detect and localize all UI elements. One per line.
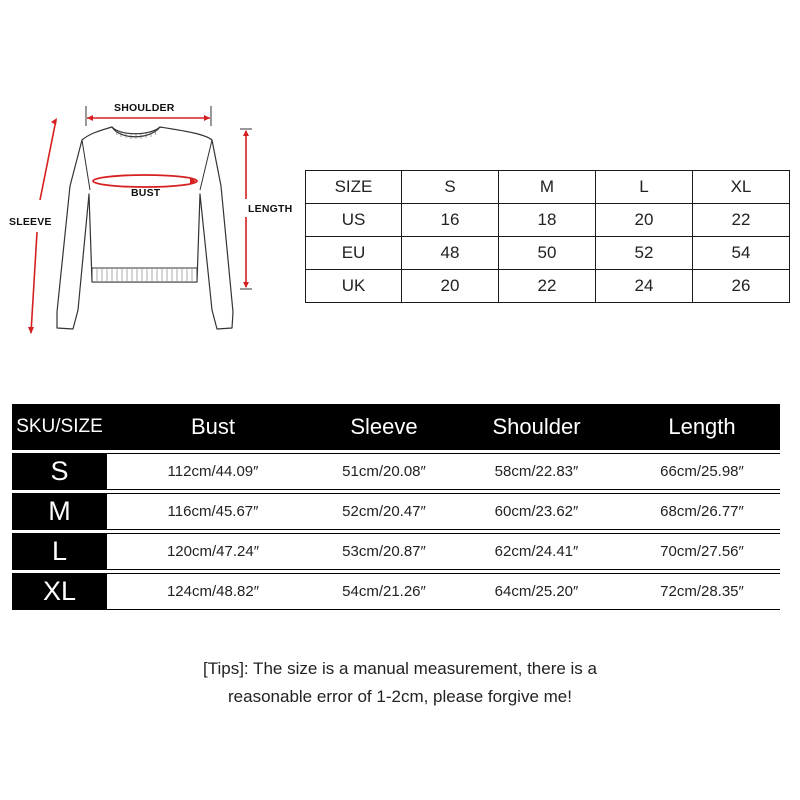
tips-line-1: [Tips]: The size is a manual measurement, there is a bbox=[202, 659, 597, 678]
conversion-cell: 20 bbox=[596, 204, 693, 237]
sleeve-value: 54cm/21.26″ bbox=[342, 583, 426, 600]
conversion-cell: 50 bbox=[499, 237, 596, 270]
header-length: Length bbox=[668, 414, 736, 439]
size-label: XL bbox=[12, 573, 107, 610]
sleeve-value: 52cm/20.47″ bbox=[342, 503, 426, 520]
conversion-cell: 24 bbox=[596, 270, 693, 303]
conversion-header-cell: S bbox=[402, 171, 499, 204]
sweater-outline bbox=[57, 127, 233, 329]
conversion-header-cell: XL bbox=[693, 171, 790, 204]
measurement-row bbox=[12, 453, 780, 490]
conversion-header-cell: L bbox=[596, 171, 693, 204]
length-label: LENGTH bbox=[248, 203, 293, 215]
measurement-row bbox=[12, 573, 780, 610]
conversion-cell: 22 bbox=[693, 204, 790, 237]
sleeve-value: 51cm/20.08″ bbox=[342, 463, 426, 480]
conversion-cell: 52 bbox=[596, 237, 693, 270]
shoulder-value: 58cm/22.83″ bbox=[494, 463, 579, 480]
header-shoulder: Shoulder bbox=[492, 414, 581, 439]
conversion-cell: 22 bbox=[499, 270, 596, 303]
conversion-row bbox=[306, 204, 790, 237]
measurement-table bbox=[12, 404, 780, 610]
conversion-header-row bbox=[306, 171, 790, 204]
conversion-cell: EU bbox=[306, 237, 402, 270]
conversion-header-cell: SIZE bbox=[306, 171, 402, 204]
shoulder-label: SHOULDER bbox=[114, 102, 175, 114]
conversion-cell: UK bbox=[306, 270, 402, 303]
tips-note bbox=[0, 655, 800, 711]
conversion-cell: 18 bbox=[499, 204, 596, 237]
conversion-row bbox=[306, 270, 790, 303]
shoulder-value: 64cm/25.20″ bbox=[494, 583, 579, 600]
conversion-cell: US bbox=[306, 204, 402, 237]
tips-line-2: reasonable error of 1-2cm, please forgive me! bbox=[228, 687, 572, 706]
shoulder-value: 60cm/23.62″ bbox=[494, 503, 579, 520]
sleeve-value: 53cm/20.87″ bbox=[342, 543, 426, 560]
bust-value: 124cm/48.82″ bbox=[166, 583, 260, 600]
length-value: 72cm/28.35″ bbox=[660, 583, 744, 600]
size-label: M bbox=[12, 493, 107, 530]
measurement-header-row bbox=[12, 404, 780, 450]
conversion-header-cell: M bbox=[499, 171, 596, 204]
conversion-row bbox=[306, 237, 790, 270]
size-conversion-table bbox=[305, 170, 790, 303]
conversion-cell: 48 bbox=[402, 237, 499, 270]
length-value: 70cm/27.56″ bbox=[660, 543, 744, 560]
bust-value: 120cm/47.24″ bbox=[166, 543, 260, 560]
size-label: S bbox=[12, 453, 107, 490]
header-sleeve: Sleeve bbox=[350, 414, 418, 439]
size-label: L bbox=[12, 533, 107, 570]
conversion-cell: 20 bbox=[402, 270, 499, 303]
sweater-diagram bbox=[0, 0, 310, 360]
length-value: 68cm/26.77″ bbox=[660, 503, 744, 520]
shoulder-value: 62cm/24.41″ bbox=[494, 543, 579, 560]
conversion-cell: 16 bbox=[402, 204, 499, 237]
measurement-row bbox=[12, 533, 780, 570]
bust-value: 116cm/45.67″ bbox=[167, 503, 259, 520]
bust-label: BUST bbox=[131, 187, 161, 199]
bust-value: 112cm/44.09″ bbox=[167, 463, 259, 480]
sleeve-label: SLEEVE bbox=[9, 216, 52, 228]
conversion-cell: 26 bbox=[693, 270, 790, 303]
measurement-row bbox=[12, 493, 780, 530]
header-sku-size: SKU/SIZE bbox=[16, 416, 103, 437]
length-value: 66cm/25.98″ bbox=[660, 463, 744, 480]
sweater-illustration bbox=[0, 0, 310, 360]
conversion-cell: 54 bbox=[693, 237, 790, 270]
header-bust: Bust bbox=[190, 414, 236, 439]
